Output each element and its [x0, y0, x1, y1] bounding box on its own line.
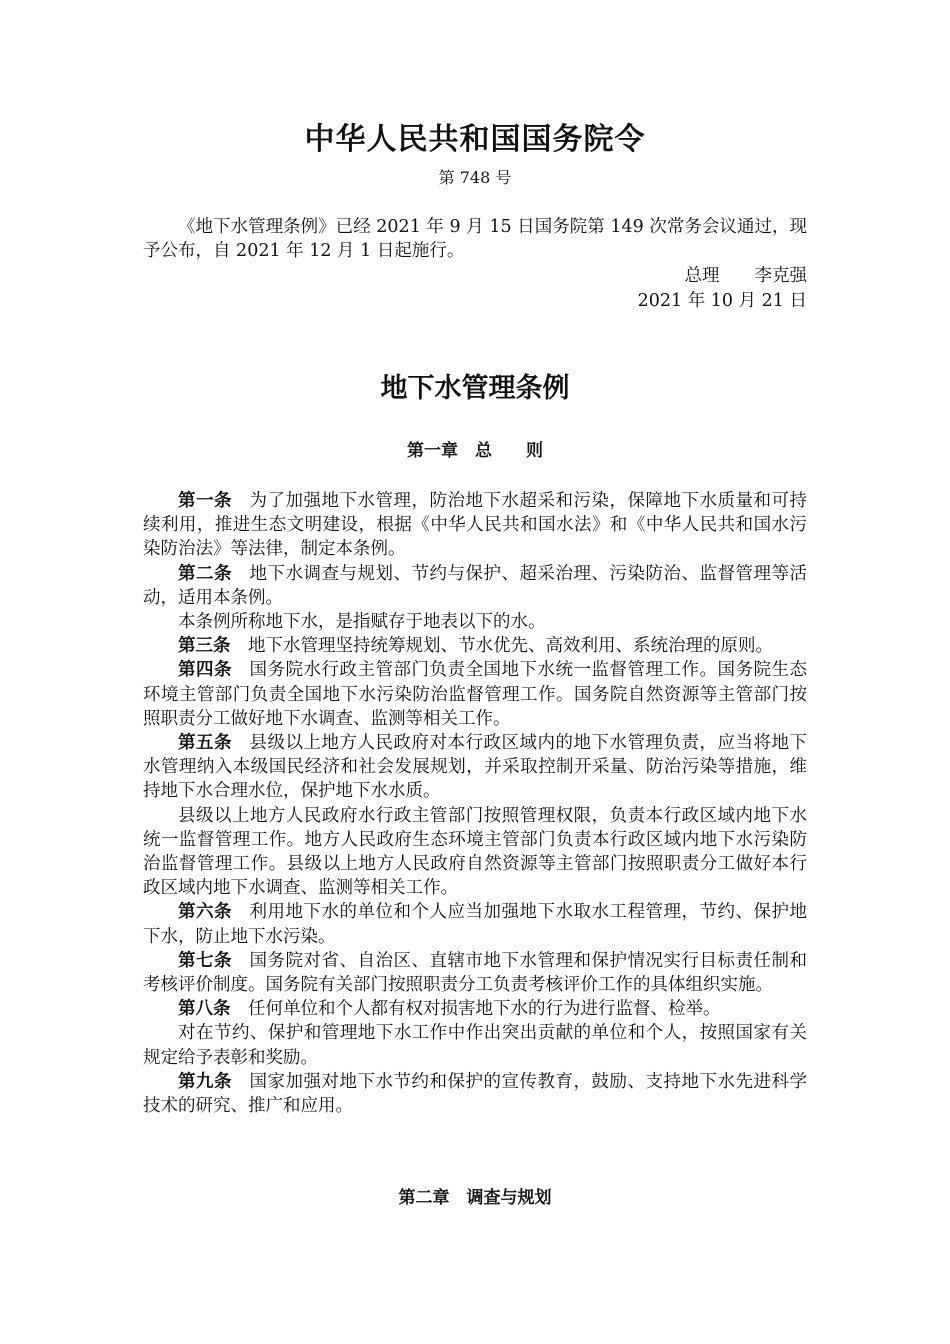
signer-line: 总理 李克强 [684, 266, 807, 286]
article-text: 国务院对省、自治区、直辖市地下水管理和保护情况实行目标责任制和考核评价制度。国务院有关部门按照职责分工负责考核评价工作的具体组织实施。 [143, 950, 807, 996]
article-label: 第九条 [178, 1071, 232, 1092]
article-paragraph [143, 1070, 807, 1118]
article-label: 第六条 [178, 902, 232, 923]
article-text: 对在节约、保护和管理地下水工作中作出突出贡献的单位和个人，按照国家有关规定给予表彰和奖励。 [143, 1023, 807, 1068]
article-paragraph [143, 997, 807, 1021]
article-paragraph [143, 731, 807, 804]
chapter-1-heading: 第一章 总 则 [407, 441, 543, 461]
article-paragraph [143, 489, 807, 562]
article-label: 第四条 [178, 660, 232, 681]
article-text: 任何单位和个人都有权对损害地下水的行为进行监督、检举。 [248, 999, 721, 1020]
article-label: 第五条 [178, 733, 232, 754]
article-text: 地下水调查与规划、节约与保护、超采治理、污染防治、监督管理等活动，适用本条例。 [143, 563, 807, 608]
article-paragraph [143, 1021, 807, 1069]
order-number: 第 748 号 [438, 168, 512, 187]
signing-date: 2021 年 10 月 21 日 [637, 291, 807, 311]
article-paragraph [143, 610, 807, 634]
article-paragraph [143, 900, 807, 948]
chapter-2-heading: 第二章 调查与规划 [398, 1188, 552, 1208]
article-paragraph [143, 562, 807, 610]
article-text: 县级以上地方人民政府水行政主管部门按照管理权限，负责本行政区域内地下水统一监督管理工作。地方人民政府生态环境主管部门负责本行政区域内地下水污染防治监督管理工作。县级以上地方人民政府自然资源等主管部门按照职责分工做好本行政区域内地下水调查、监测等相关工作。 [143, 805, 807, 899]
regulation-title: 地下水管理条例 [380, 373, 570, 404]
article-label: 第一条 [178, 491, 232, 511]
article-paragraph [143, 804, 807, 901]
article-text: 为了加强地下水管理，防治地下水超采和污染，保障地下水质量和可持续利用，推进生态文明建设，根据《中华人民共和国水法》和《中华人民共和国水污染防治法》等法律，制定本条例。 [143, 491, 807, 560]
article-label: 第七条 [178, 950, 232, 971]
promulgation-block [143, 215, 807, 263]
promulgation-text: 《地下水管理条例》已经 2021 年 9 月 15 日国务院第 149 次常务会议通过，现予公布，自 2021 年 12 月 1 日起施行。 [143, 217, 807, 262]
article-text: 国务院水行政主管部门负责全国地下水统一监督管理工作。国务院生态环境主管部门负责全国地下水污染防治监督管理工作。国务院自然资源等主管部门按照职责分工做好地下水调查、监测等相关工作。 [143, 660, 807, 729]
chapter-1-articles [143, 489, 807, 1118]
article-text: 地下水管理坚持统筹规划、节水优先、高效利用、系统治理的原则。 [248, 636, 773, 657]
article-label: 第八条 [178, 999, 231, 1020]
article-text: 县级以上地方人民政府对本行政区域内的地下水管理负责，应当将地下水管理纳入本级国民经济和社会发展规划，并采取控制开采量、防治污染等措施，维持地下水合理水位，保护地下水水质。 [143, 733, 807, 802]
article-paragraph [143, 949, 807, 997]
order-title: 中华人民共和国国务院令 [304, 122, 646, 157]
article-label: 第二条 [178, 563, 232, 584]
article-label: 第三条 [178, 636, 231, 657]
article-text: 利用地下水的单位和个人应当加强地下水取水工程管理，节约、保护地下水，防止地下水污染。 [143, 902, 807, 947]
article-text: 国家加强对地下水节约和保护的宣传教育，鼓励、支持地下水先进科学技术的研究、推广和应用。 [143, 1071, 807, 1117]
article-paragraph [143, 634, 807, 658]
article-text: 本条例所称地下水，是指赋存于地表以下的水。 [178, 612, 546, 633]
article-paragraph [143, 658, 807, 731]
